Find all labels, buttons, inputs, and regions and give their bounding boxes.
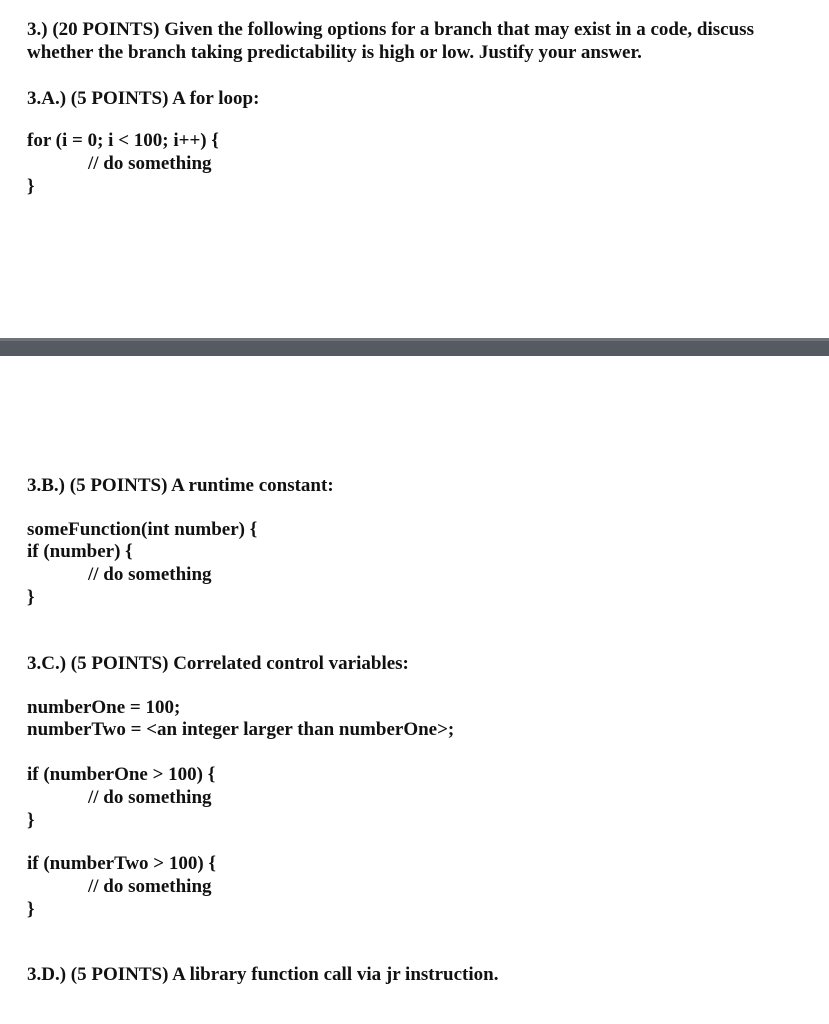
code-line: } [27, 176, 35, 197]
code-comment: // do something [88, 876, 212, 897]
question-intro-line-1: 3.) (20 POINTS) Given the following options for a branch that may exist in a code, discuss [27, 19, 754, 40]
part-c-heading: 3.C.) (5 POINTS) Correlated control variables: [27, 653, 409, 674]
code-line: } [27, 899, 35, 920]
code-line: numberOne = 100; [27, 697, 181, 718]
code-line: for (i = 0; i < 100; i++) { [27, 130, 219, 151]
part-b-heading: 3.B.) (5 POINTS) A runtime constant: [27, 475, 334, 496]
code-line: } [27, 587, 35, 608]
code-comment: // do something [88, 787, 212, 808]
part-d-heading: 3.D.) (5 POINTS) A library function call via jr instruction. [27, 964, 499, 985]
page-break-divider [0, 338, 829, 356]
question-intro-line-2: whether the branch taking predictability is high or low. Justify your answer. [27, 42, 642, 63]
code-line: someFunction(int number) { [27, 519, 258, 540]
code-line: } [27, 810, 35, 831]
part-a-heading: 3.A.) (5 POINTS) A for loop: [27, 88, 260, 109]
code-line: numberTwo = <an integer larger than numberOne>; [27, 719, 455, 740]
code-line: if (number) { [27, 541, 133, 562]
code-line: if (numberOne > 100) { [27, 764, 216, 785]
code-line: if (numberTwo > 100) { [27, 853, 216, 874]
code-comment: // do something [88, 153, 212, 174]
code-comment: // do something [88, 564, 212, 585]
